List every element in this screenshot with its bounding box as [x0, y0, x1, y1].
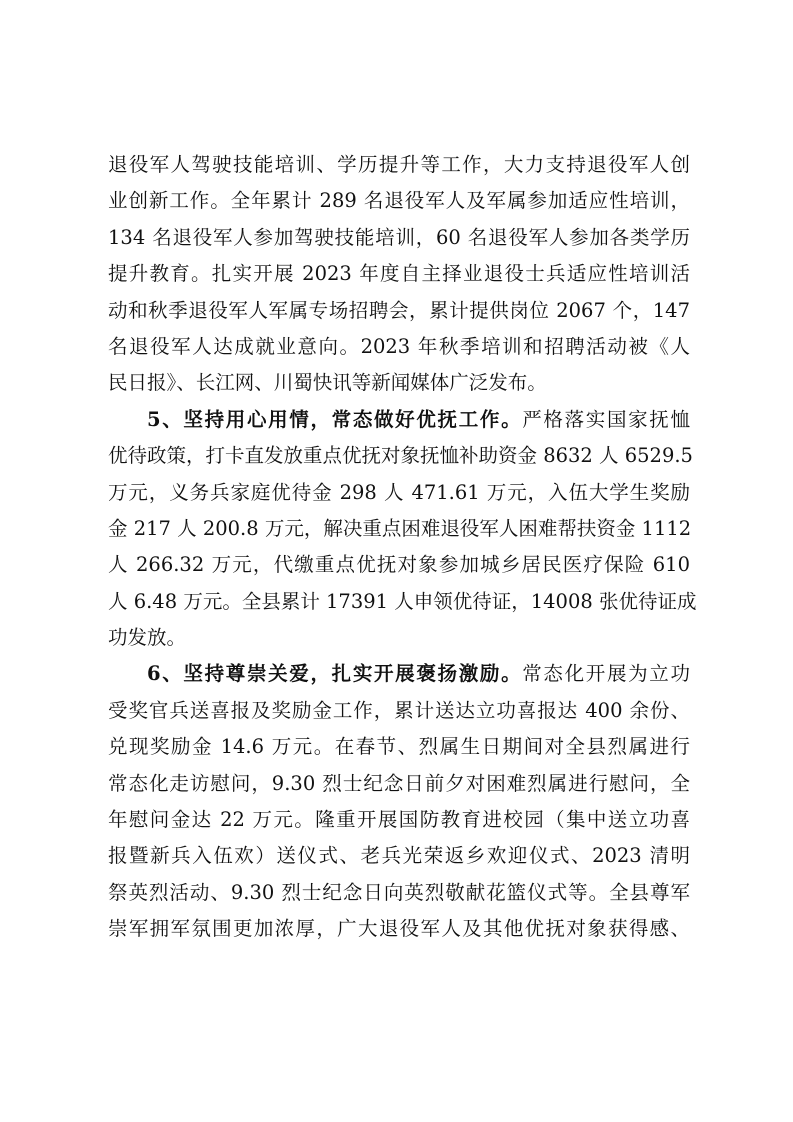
body-line: 人 6.48 万元。全县累计 17391 人申领优待证，14008 张优待证成: [108, 589, 697, 613]
body-line: 功发放。: [108, 626, 187, 650]
body-line: 退役军人驾驶技能培训、学历提升等工作，大力支持退役军人创: [108, 153, 690, 176]
section-6-first-line-text: 常态化开展为立功: [522, 662, 690, 686]
section-5-heading: 5、坚持用心用情，常态做好优抚工作。: [147, 407, 523, 431]
body-line: 名退役军人达成就业意向。2023 年秋季培训和招聘活动被《人: [108, 334, 690, 358]
body-line: 动和秋季退役军人军属专场招聘会，累计提供岗位 2067 个，147: [108, 298, 690, 322]
section-5-first-line-text: 严格落实国家抚恤: [522, 407, 690, 431]
body-line: 金 217 人 200.8 万元，解决重点困难退役军人困难帮扶资金 1112: [108, 516, 692, 540]
section-6-first-line: [108, 656, 690, 692]
body-line: 报暨新兵入伍欢）送仪式、老兵光荣返乡欢迎仪式、2023 清明: [108, 844, 690, 868]
body-line: 年慰问金达 22 万元。隆重开展国防教育进校园（集中送立功喜: [108, 808, 690, 832]
section-5-first-line: [108, 402, 690, 438]
body-line: 优待政策，打卡直发放重点优抚对象抚恤补助资金 8632 人 6529.5: [108, 444, 693, 468]
body-line: 134 名退役军人参加驾驶技能培训，60 名退役军人参加各类学历: [108, 225, 690, 249]
body-line: 崇军拥军氛围更加浓厚，广大退役军人及其他优抚对象获得感、: [108, 917, 690, 941]
section-6-heading: 6、坚持尊崇关爱，扎实开展褒扬激励。: [147, 662, 523, 686]
body-line: 常态化走访慰问，9.30 烈士纪念日前夕对困难烈属进行慰问，全: [108, 771, 690, 795]
body-line: 业创新工作。全年累计 289 名退役军人及军属参加适应性培训，: [108, 189, 690, 213]
document-body: [108, 147, 697, 948]
body-line: 万元，义务兵家庭优待金 298 人 471.61 万元，入伍大学生奖励: [108, 480, 690, 504]
body-line: 受奖官兵送喜报及奖励金工作，累计送达立功喜报达 400 余份、: [108, 698, 690, 722]
body-line: 人 266.32 万元，代缴重点优抚对象参加城乡居民医疗保险 610: [108, 553, 690, 577]
body-line: 兑现奖励金 14.6 万元。在春节、烈属生日期间对全县烈属进行: [108, 735, 690, 759]
body-line: 祭英烈活动、9.30 烈士纪念日向英烈敬献花篮仪式等。全县尊军: [108, 880, 690, 904]
body-line: 民日报》、长江网、川蜀快讯等新闻媒体广泛发布。: [108, 371, 547, 395]
body-line: 提升教育。扎实开展 2023 年度自主择业退役士兵适应性培训活: [108, 262, 690, 286]
